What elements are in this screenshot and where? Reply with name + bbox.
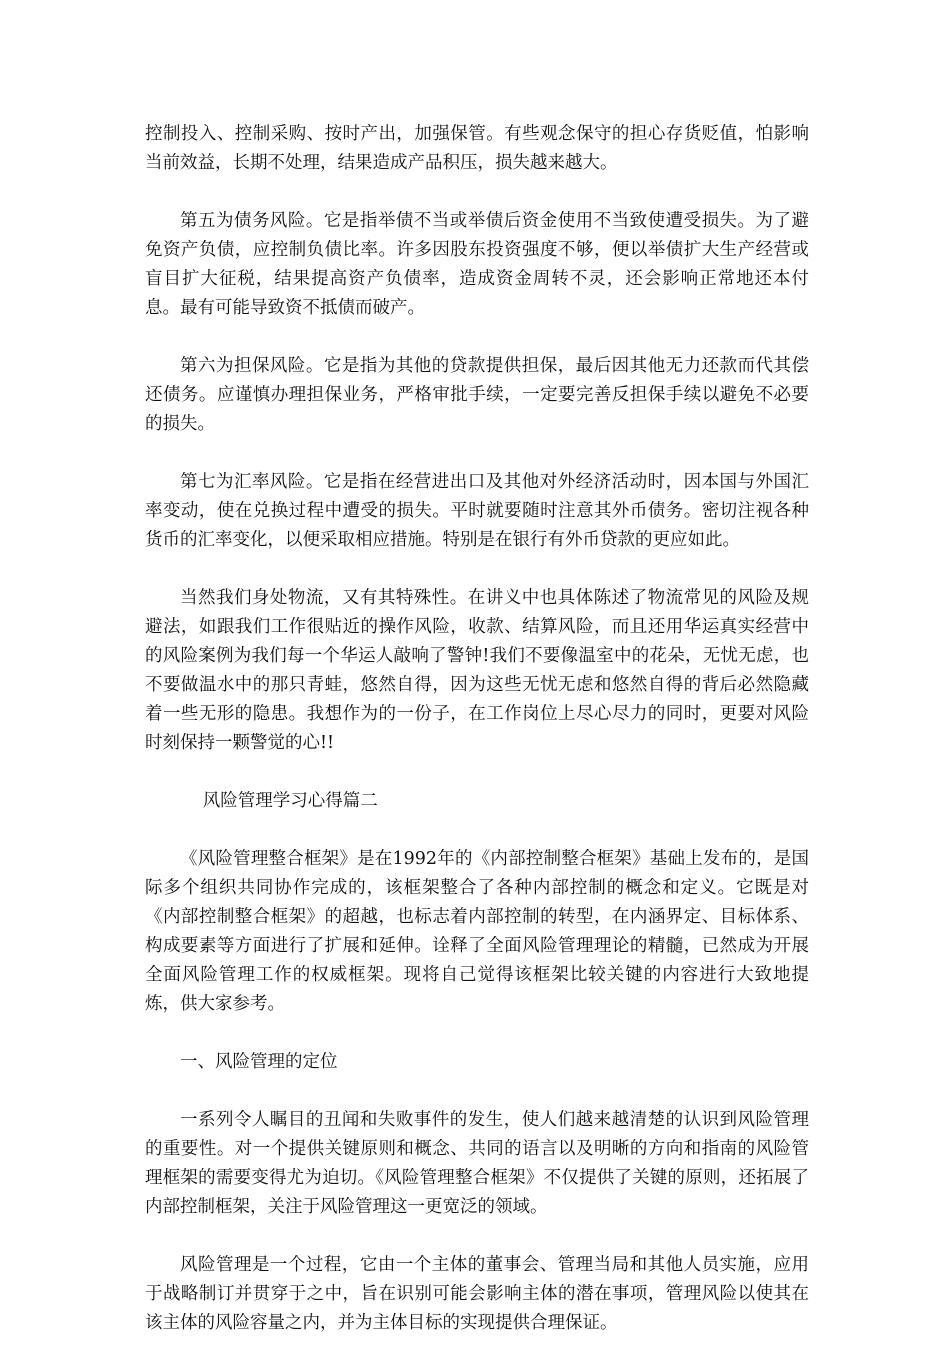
paragraph: 控制投入、控制采购、按时产出，加强保管。有些观念保守的担心存货贬值，怕影响当前效益，长期不处理，结果造成产品积压，损失越来越大。 bbox=[145, 124, 809, 173]
paragraph: 风险管理是一个过程，它由一个主体的董事会、管理当局和其他人员实施，应用于战略制订并贯穿于之中，旨在识别可能会影响主体的潜在事项，管理风险以使其在该主体的风险容量之内，并为主体目标的实现提供合理保证。 bbox=[145, 1255, 809, 1333]
paragraph: 第五为债务风险。它是指举债不当或举债后资金使用不当致使遭受损失。为了避免资产负债，应控制负债比率。许多因股东投资强度不够，便以举债扩大生产经营或盲目扩大征税，结果提高资产负债率，造成资金周转不灵，还会影响正常地还本付息。最有可能导致资不抵债而破产。 bbox=[145, 211, 809, 318]
paragraph: 第七为汇率风险。它是指在经营进出口及其他对外经济活动时，因本国与外国汇率变动，使在兑换过程中遭受的损失。平时就要随时注意其外币债务。密切注视各种货币的汇率变化，以便采取相应措施。特别是在银行有外币贷款的更应如此。 bbox=[145, 472, 809, 550]
paragraph: 第六为担保风险。它是指为其他的贷款提供担保，最后因其他无力还款而代其偿还债务。应谨慎办理担保业务，严格审批手续，一定要完善反担保手续以避免不必要的损失。 bbox=[145, 356, 809, 434]
section-heading: 一、风险管理的定位 bbox=[180, 1052, 338, 1072]
document-body bbox=[145, 120, 809, 1367]
paragraph: 《风险管理整合框架》是在1992年的《内部控制整合框架》基础上发布的，是国际多个组织共同协作完成的，该框架整合了各种内部控制的概念和定义。它既是对《内部控制整合框架》的超越，也标志着内部控制的转型，在内涵界定、目标体系、构成要素等方面进行了扩展和延伸。诠释了全面风险管理理论的精髓，已然成为开展全面风险管理工作的权威框架。现将自己觉得该框架比较关键的内容进行大致地提炼，供大家参考。 bbox=[145, 849, 809, 1014]
paragraph: 一系列令人瞩目的丑闻和失败事件的发生，使人们越来越清楚的认识到风险管理的重要性。对一个提供关键原则和概念、共同的语言以及明晰的方向和指南的风险管理框架的需要变得尤为迫切。《风险管理整合框架》不仅提供了关键的原则，还拓展了内部控制框架，关注于风险管理这一更宽泛的领域。 bbox=[145, 1110, 809, 1217]
paragraph: 当然我们身处物流，又有其特殊性。在讲义中也具体陈述了物流常见的风险及规避法，如跟我们工作很贴近的操作风险，收款、结算风险，而且还用华运真实经营中的风险案例为我们每一个华运人敲响了警钟!我们不要像温室中的花朵，无忧无虑，也不要做温水中的那只青蛙，悠然自得，因为这些无忧无虑和悠然自得的背后必然隐藏着一些无形的隐患。我想作为的一份子，在工作岗位上尽心尽力的同时，更要对风险时刻保持一颗警觉的心!! bbox=[145, 588, 809, 753]
section-title: 风险管理学习心得篇二 bbox=[202, 791, 378, 811]
